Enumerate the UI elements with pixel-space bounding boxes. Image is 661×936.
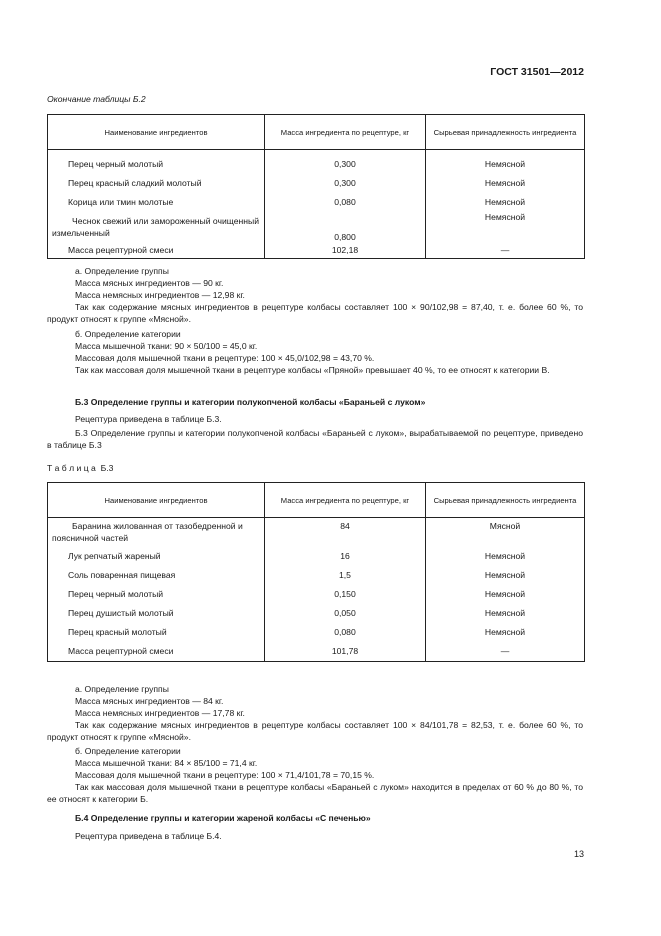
table-header-cell: Сырьевая принадлежность ингредиента	[426, 483, 585, 518]
ingredient-mass: 84	[265, 518, 426, 547]
section-b4-heading: Б.4 Определение группы и категории жареной колбасы «С печенью»	[75, 813, 371, 823]
document-code: ГОСТ 31501—2012	[490, 66, 584, 78]
ingredient-category: Немясной	[426, 193, 585, 212]
group-calculation: Так как содержание мясных ингредиентов в рецептуре колбасы составляет 100 × 84/101,78 = 82,53, т. е. более 60 %, то продукт относят к группе «Мясной».	[47, 720, 583, 742]
table-row	[48, 623, 585, 642]
group-title: а. Определение группы	[75, 266, 169, 276]
table-row	[48, 642, 585, 662]
ingredient-name: Корица или тмин молотые	[48, 193, 265, 212]
section-b3-heading: Б.3 Определение группы и категории полукопченой колбасы «Бараньей с луком»	[75, 397, 426, 407]
table-header-cell: Сырьевая принадлежность ингредиента	[426, 115, 585, 150]
ingredient-category: Немясной	[426, 604, 585, 623]
table-header-cell: Масса ингредиента по рецептуре, кг	[265, 483, 426, 518]
table-b3	[47, 482, 585, 662]
table-header-cell: Наименование ингредиентов	[48, 483, 265, 518]
ingredient-mass: 0,300	[265, 174, 426, 193]
ingredient-name: Масса рецептурной смеси	[48, 642, 265, 662]
ingredient-category: Немясной	[426, 155, 585, 174]
ingredient-mass: 0,080	[265, 193, 426, 212]
group-title: а. Определение группы	[75, 684, 169, 694]
ingredient-name: Перец черный молотый	[48, 155, 265, 174]
ingredient-name: Перец черный молотый	[48, 585, 265, 604]
table-row	[48, 155, 585, 174]
ingredient-category: —	[426, 642, 585, 662]
table-row	[48, 547, 585, 566]
ingredient-mass: 101,78	[265, 642, 426, 662]
muscle-mass: Масса мышечной ткани: 90 × 50/100 = 45,0 кг.	[75, 341, 258, 351]
ingredient-category: Немясной	[426, 174, 585, 193]
section-b3-intro: Рецептура приведена в таблице Б.3.	[75, 414, 222, 424]
table-row	[48, 585, 585, 604]
category-conclusion: Так как массовая доля мышечной ткани в рецептуре колбасы «Бараньей с луком» находится в пределах от 60 % до 80 %, то ее относят к категории Б.	[47, 782, 583, 804]
ingredient-mass: 16	[265, 547, 426, 566]
muscle-share: Массовая доля мышечной ткани в рецептуре: 100 × 45,0/102,98 = 43,70 %.	[75, 353, 375, 363]
ingredient-mass: 0,080	[265, 623, 426, 642]
ingredient-mass: 0,050	[265, 604, 426, 623]
category-conclusion: Так как массовая доля мышечной ткани в рецептуре колбасы «Пряной» превышает 40 %, то ее относят к категории В.	[75, 365, 550, 375]
category-title: б. Определение категории	[75, 746, 181, 756]
ingredient-name: Перец красный сладкий молотый	[48, 174, 265, 193]
ingredient-category: Немясной	[426, 623, 585, 642]
table-b2-caption: Окончание таблицы Б.2	[47, 94, 146, 104]
ingredient-name: Соль поваренная пищевая	[48, 566, 265, 585]
ingredient-mass: 0,800	[265, 212, 426, 242]
nonmeat-mass: Масса немясных ингредиентов — 12,98 кг.	[75, 290, 245, 300]
ingredient-category: Мясной	[426, 518, 585, 547]
section-b4-intro: Рецептура приведена в таблице Б.4.	[75, 831, 222, 841]
table-header-cell: Наименование ингредиентов	[48, 115, 265, 150]
muscle-share: Массовая доля мышечной ткани в рецептуре: 100 × 71,4/101,78 = 70,15 %.	[75, 770, 375, 780]
ingredient-name: Масса рецептурной смеси	[48, 242, 265, 259]
ingredient-category: Немясной	[426, 547, 585, 566]
table-row	[48, 193, 585, 212]
table-row	[48, 518, 585, 547]
group-calculation: Так как содержание мясных ингредиентов в рецептуре колбасы составляет 100 × 90/102,98 = 87,40, т. е. более 60 %, то продукт относят к группе «Мясной».	[47, 302, 583, 324]
ingredient-category: —	[426, 242, 585, 259]
table-header-cell: Масса ингредиента по рецептуре, кг	[265, 115, 426, 150]
table-b3-caption: Т а б л и ц а Б.3	[47, 463, 114, 473]
ingredient-category: Немясной	[426, 212, 585, 242]
table-row	[48, 242, 585, 259]
ingredient-name: Перец красный молотый	[48, 623, 265, 642]
table-row	[48, 212, 585, 242]
nonmeat-mass: Масса немясных ингредиентов — 17,78 кг.	[75, 708, 245, 718]
ingredient-category: Немясной	[426, 585, 585, 604]
category-title: б. Определение категории	[75, 329, 181, 339]
ingredient-mass: 1,5	[265, 566, 426, 585]
ingredient-mass: 0,300	[265, 155, 426, 174]
table-row	[48, 604, 585, 623]
ingredient-mass: 0,150	[265, 585, 426, 604]
meat-mass: Масса мясных ингредиентов — 84 кг.	[75, 696, 224, 706]
muscle-mass: Масса мышечной ткани: 84 × 85/100 = 71,4 кг.	[75, 758, 258, 768]
table-row	[48, 566, 585, 585]
page-number: 13	[573, 849, 584, 859]
section-b3-intro-2: Б.3 Определение группы и категории полукопченой колбасы «Бараньей с луком», вырабатываемой по рецептуре, приведено в таблице Б.3	[47, 428, 583, 450]
ingredient-name: Лук репчатый жареный	[48, 547, 265, 566]
meat-mass: Масса мясных ингредиентов — 90 кг.	[75, 278, 224, 288]
table-b2	[47, 114, 585, 259]
ingredient-name: Перец душистый молотый	[48, 604, 265, 623]
ingredient-name: Баранина жилованная от тазобедренной и поясничной частей	[48, 518, 265, 547]
ingredient-name: Чеснок свежий или замороженный очищенный измельченный	[48, 212, 265, 242]
ingredient-mass: 102,18	[265, 242, 426, 259]
ingredient-category: Немясной	[426, 566, 585, 585]
table-row	[48, 174, 585, 193]
